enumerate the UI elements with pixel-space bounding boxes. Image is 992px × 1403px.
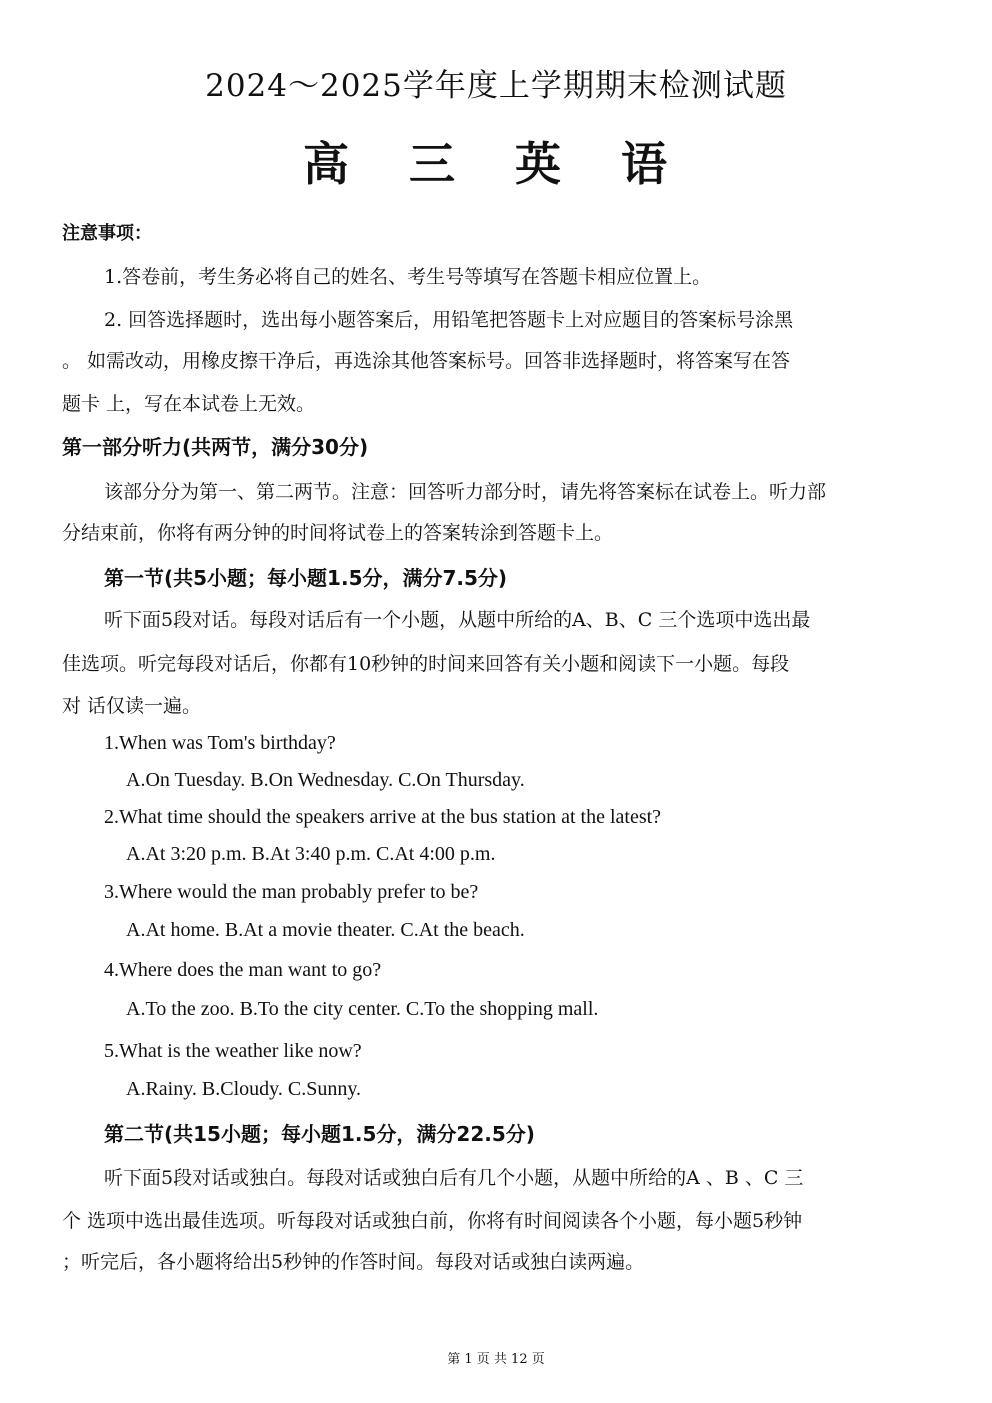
question-4: 4.Where does the man want to go? <box>104 959 382 981</box>
question-2: 2.What time should the speakers arrive at the bus station at the latest? <box>104 806 662 828</box>
part1-intro-line: 分结束前，你将有两分钟的时间将试卷上的答案转涂到答题卡上。 <box>62 522 614 544</box>
part1-heading: 第一部分听力(共两节，满分30分) <box>62 435 369 459</box>
section1-instruction-line: 听下面5段对话。每段对话后有一个小题，从题中所给的A、B、C 三个选项中选出最 <box>104 609 811 631</box>
section2-instruction-line: ；听完后，各小题将给出5秒钟的作答时间。每段对话或独白读两遍。 <box>62 1251 645 1273</box>
section1-instruction-line: 对 话仅读一遍。 <box>62 695 202 717</box>
section2-heading: 第二节(共15小题；每小题1.5分，满分22.5分) <box>104 1122 535 1146</box>
exam-title: 2024～2025学年度上学期期末检测试题 <box>205 68 787 104</box>
question-5: 5.What is the weather like now? <box>104 1040 362 1062</box>
section2-instruction-line: 个 选项中选出最佳选项。听每段对话或独白前，你将有时间阅读各个小题，每小题5秒钟 <box>62 1210 803 1232</box>
question-1-options: A.On Tuesday. B.On Wednesday. C.On Thursday. <box>126 769 525 791</box>
notice-line: 1.答卷前，考生务必将自己的姓名、考生号等填写在答题卡相应位置上。 <box>104 266 712 288</box>
part1-intro-line: 该部分分为第一、第二两节。注意：回答听力部分时，请先将答案标在试卷上。听力部 <box>104 481 827 503</box>
subject-title: 高 三 英 语 <box>302 137 690 191</box>
question-1: 1.When was Tom's birthday? <box>104 732 336 754</box>
section1-instruction-line: 佳选项。听完每段对话后，你都有10秒钟的时间来回答有关小题和阅读下一小题。每段 <box>62 653 790 675</box>
section1-heading: 第一节(共5小题；每小题1.5分，满分7.5分) <box>104 566 508 590</box>
notice-heading: 注意事项： <box>62 223 152 244</box>
notice-line: 题卡 上，写在本试卷上无效。 <box>62 393 316 415</box>
question-3-options: A.At home. B.At a movie theater. C.At the beach. <box>126 919 525 941</box>
question-2-options: A.At 3:20 p.m. B.At 3:40 p.m. C.At 4:00 p.m. <box>126 843 496 865</box>
question-4-options: A.To the zoo. B.To the city center. C.To the shopping mall. <box>126 998 599 1020</box>
notice-line: 2. 回答选择题时，选出每小题答案后，用铅笔把答题卡上对应题目的答案标号涂黑 <box>104 309 794 331</box>
question-5-options: A.Rainy. B.Cloudy. C.Sunny. <box>126 1078 362 1100</box>
section2-instruction-line: 听下面5段对话或独白。每段对话或独白后有几个小题，从题中所给的A 、B 、C 三 <box>104 1167 804 1189</box>
question-3: 3.Where would the man probably prefer to be? <box>104 881 479 903</box>
page-number: 第 1 页 共 12 页 <box>447 1352 545 1367</box>
notice-line: 。 如需改动，用橡皮擦干净后，再选涂其他答案标号。回答非选择题时，将答案写在答 <box>62 350 791 372</box>
